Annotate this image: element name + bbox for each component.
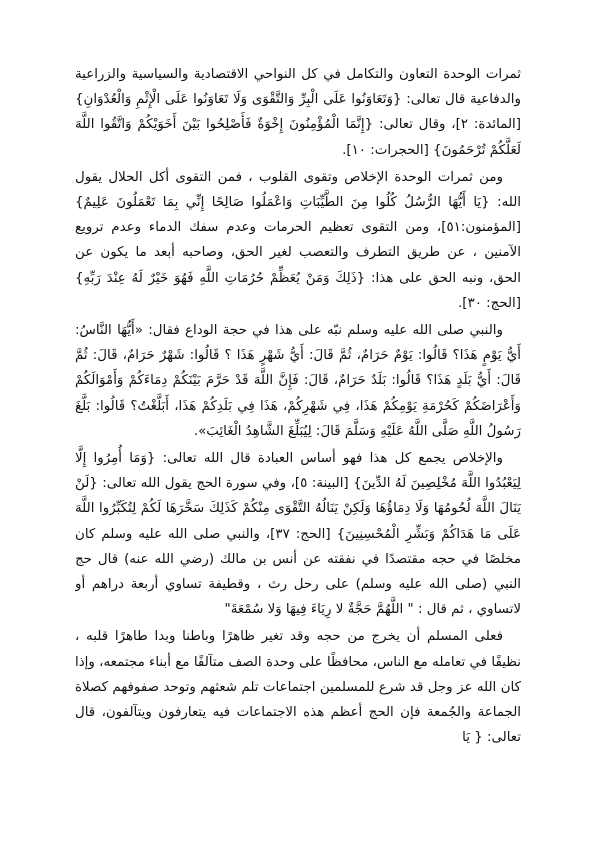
paragraph-worship-sincerity: والإخلاص يجمع كل هذا فهو أساس العبادة قال الله تعالى: {وَمَا أُمِرُوا إِلَّا لِيَعْبُدُوا اللَّهَ مُخْلِصِينَ لَهُ الدِّينَ} [البينة: ٥]، وفي سورة الحج يقول الله تعالى: {لَنْ يَنَالَ اللَّهَ لُحُومُهَا وَلَا دِمَاؤُهَا وَلَكِنْ يَنَالُهُ التَّقْوَى مِنْكُمْ كَذَلِكَ سَخَّرَهَا لَكُمْ لِتُكَبِّرُوا اللَّهَ عَلَى مَا هَدَاكُمْ وَبَشِّرِ الْمُحْسِنِينَ} [الحج: ٣٧]، والنبي صلى الله عليه وسلم كان مخلصًا في حجه مقتصدًا في نفقته عن أنس بن مالك (رضي الله عنه) قال حج النبي (صلى الله عليه وسلم) على رحل رث ، وقطيفة تساوي أربعة دراهم أو لاتساوي ، ثم قال : " اللَّهُمَّ حَجَّةٌ لا رِيَاءَ فِيهَا وَلا سُمْعَةَ"	[75, 451, 521, 618]
paragraph-farewell-sermon: والنبي صلى الله عليه وسلم نبّه على هذا في حجة الوداع فقال: «أَيُّهَا النَّاسُ: أَيُّ يَوْمٍ هَذَا؟ قَالُوا: يَوْمٌ حَرَامٌ، ثُمَّ قَالَ: أَيُّ شَهْرٍ هَذَا ؟ قَالُوا: شَهْرٌ حَرَامٌ، قَالَ: ثُمَّ قَالَ: أَيُّ بَلَدٍ هَذَا؟ قَالُوا: بَلَدٌ حَرَامٌ، قَالَ: فَإِنَّ اللَّهَ قَدْ حَرَّمَ بَيْنَكُمْ دِمَاءَكُمْ وَأَمْوَالَكُمْ وَأَعْرَاضَكُمْ كَحُرْمَةِ يَوْمِكُمْ هَذَا، فِي شَهْرِكُمْ، هَذَا فِي بَلَدِكُمْ هَذَا، أَبَلَّغْتُ؟ قَالُوا: بَلَّغَ رَسُولُ اللَّهِ صَلَّى اللَّهُ عَلَيْهِ وَسَلَّمَ قَالَ: لِيُبَلِّغَ الشَّاهِدُ الْغَائِبَ».	[75, 323, 521, 439]
paragraph-sincerity-piety: ومن ثمرات الوحدة الإخلاص وتقوى القلوب ، فمن التقوى أكل الحلال يقول الله: {يَا أَيُّهَا الرُّسُلُ كُلُوا مِنَ الطَّيِّبَاتِ وَاعْمَلُوا صَالِحًا إِنِّي بِمَا تَعْمَلُونَ عَلِيمٌ} [المؤمنون:٥١]، ومن التقوى تعظيم الحرمات وعدم سفك الدماء وعدم ترويع الآمنين ، عن طريق التطرف والتعصب لغير الحق، وصاحبه أبعد ما يكون عن الحق، ونبه الحق على هذا: {ذَلِكَ وَمَنْ يُعَظِّمْ حُرُمَاتِ اللَّهِ فَهُوَ خَيْرٌ لَهُ عِنْدَ رَبِّهِ} [الحج: ٣٠].	[75, 169, 521, 311]
paragraph-hajj-gathering: فعلى المسلم أن يخرج من حجه وقد تغير ظاهرًا وباطنا وبدا طاهرًا قلبه ، نظيفًا في تعامله مع الناس، محافظًا على وحدة الصف متآلفًا مع أبناء مجتمعه، وإذا كان الله عز وجل قد شرع للمسلمين اجتماعات تلم شعثهم وتوحد صفوفهم كصلاة الجماعة والجُمعة فإن الحج أعظم هذه الاجتماعات فيه يتعارفون ويتآلفون، قال تعالى: { يَا	[75, 629, 521, 746]
document-page	[75, 62, 521, 822]
paragraph-unity-fruits: ثمرات الوحدة التعاون والتكامل في كل النواحي الاقتصادية والسياسية والزراعية والدفاعية قال تعالى: {وَتَعَاوَنُوا عَلَى الْبِرِّ وَالتَّقْوَى وَلَا تَعَاوَنُوا عَلَى الْإِثْمِ وَالْعُدْوَانِ} [المائدة: ٢]، وقال تعالى: {إِنَّمَا الْمُؤْمِنُونَ إِخْوَةٌ فَأَصْلِحُوا بَيْنَ أَخَوَيْكُمْ وَاتَّقُوا اللَّهَ لَعَلَّكُمْ تُرْحَمُونَ} [الحجرات: ١٠].	[75, 67, 521, 158]
